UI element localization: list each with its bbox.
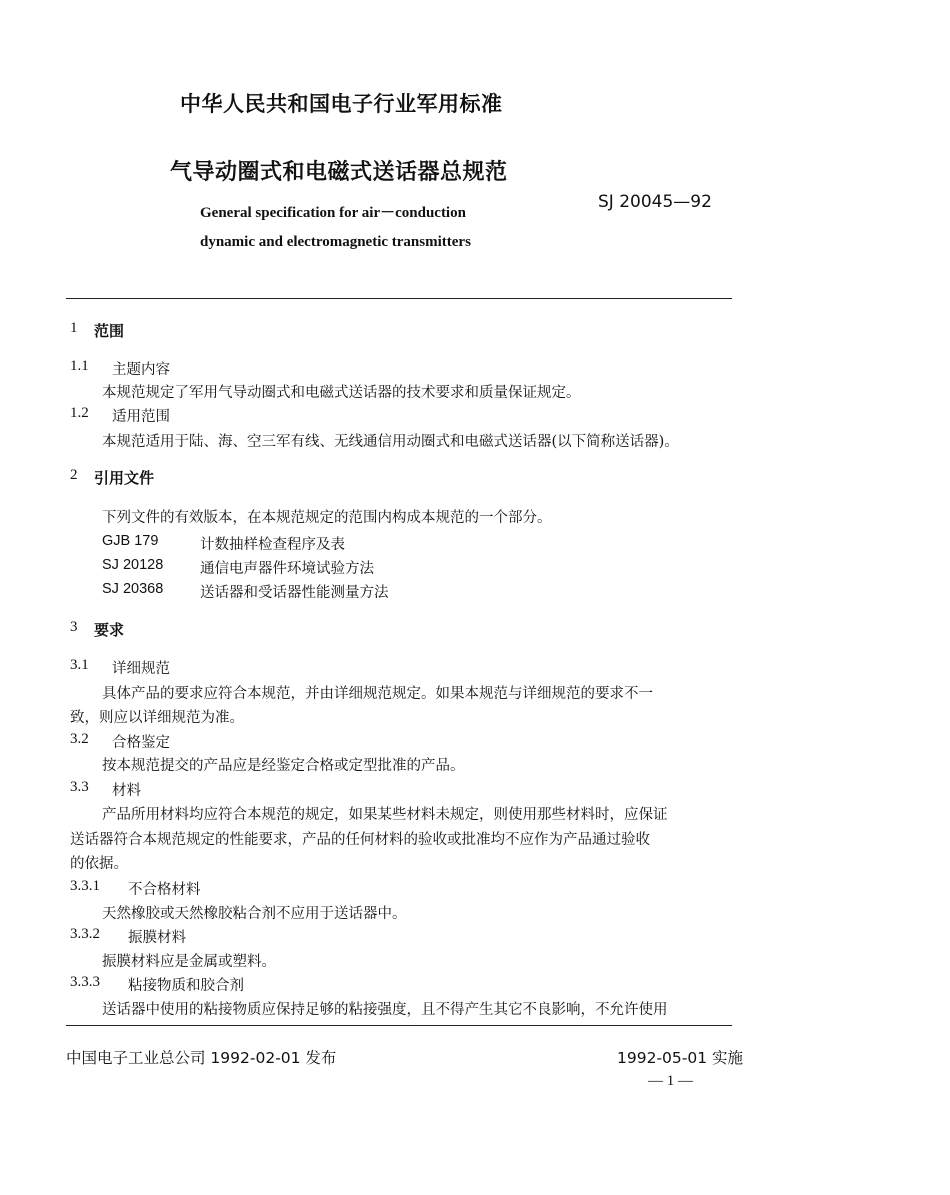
section-3-1-text-line1: 具体产品的要求应符合本规范，并由详细规范规定。如果本规范与详细规范的要求不一 xyxy=(102,686,653,702)
section-1-1-heading: 主题内容 xyxy=(112,362,170,378)
section-1-1-number: 1.1 xyxy=(70,358,89,374)
document-title-cn: 气导动圈式和电磁式送话器总规范 xyxy=(170,160,508,185)
reference-title: 送话器和受话器性能测量方法 xyxy=(200,585,389,601)
section-3-3-1-text: 天然橡胶或天然橡胶粘合剂不应用于送话器中。 xyxy=(102,906,407,922)
section-3-1-heading: 详细规范 xyxy=(112,661,170,677)
section-2-intro: 下列文件的有效版本，在本规范规定的范围内构成本规范的一个部分。 xyxy=(102,510,552,526)
section-1-2-text: 本规范适用于陆、海、空三军有线、无线通信用动圈式和电磁式送话器(以下简称送话器)。 xyxy=(102,434,679,450)
page-number: — 1 — xyxy=(648,1073,693,1089)
section-3-3-text-line3: 的依据。 xyxy=(70,856,128,872)
section-3-2-number: 3.2 xyxy=(70,731,89,747)
section-3-3-2-text: 振膜材料应是金属或塑料。 xyxy=(102,954,276,970)
section-1-heading: 范围 xyxy=(94,322,125,340)
section-3-3-3-heading: 粘接物质和胶合剂 xyxy=(128,978,244,994)
section-1-1-text: 本规范规定了军用气导动圈式和电磁式送话器的技术要求和质量保证规定。 xyxy=(102,385,581,401)
section-2-number: 2 xyxy=(70,467,78,483)
standard-number: SJ 20045—92 xyxy=(598,192,712,212)
document-title-en-line1: General specification for air－conduction xyxy=(200,205,466,221)
section-3-3-2-heading: 振膜材料 xyxy=(128,930,186,946)
header-divider xyxy=(66,298,732,299)
reference-title: 计数抽样检查程序及表 xyxy=(200,537,345,553)
reference-title: 通信电声器件环境试验方法 xyxy=(200,561,374,577)
effective-date: 1992-05-01 实施 xyxy=(617,1049,744,1067)
section-1-2-heading: 适用范围 xyxy=(112,409,170,425)
section-3-3-1-heading: 不合格材料 xyxy=(128,882,201,898)
section-1-number: 1 xyxy=(70,320,78,336)
document-title-en-line2: dynamic and electromagnetic transmitters xyxy=(200,234,471,250)
section-1-2-number: 1.2 xyxy=(70,405,89,421)
section-3-3-text-line2: 送话器符合本规范规定的性能要求，产品的任何材料的验收或批准均不应作为产品通过验收 xyxy=(70,832,650,848)
section-3-3-1-number: 3.3.1 xyxy=(70,878,100,894)
section-3-2-heading: 合格鉴定 xyxy=(112,735,170,751)
footer-divider xyxy=(66,1025,732,1026)
reference-code: SJ 20368 xyxy=(102,581,164,597)
section-3-3-3-text: 送话器中使用的粘接物质应保持足够的粘接强度，且不得产生其它不良影响，不允许使用 xyxy=(102,1002,668,1018)
section-3-3-text-line1: 产品所用材料均应符合本规范的规定，如果某些材料未规定，则使用那些材料时，应保证 xyxy=(102,807,668,823)
section-3-number: 3 xyxy=(70,619,78,635)
section-3-1-number: 3.1 xyxy=(70,657,89,673)
section-3-3-heading: 材料 xyxy=(112,783,141,799)
section-3-3-3-number: 3.3.3 xyxy=(70,974,100,990)
reference-code: GJB 179 xyxy=(102,533,159,549)
standard-category-title: 中华人民共和国电子行业军用标准 xyxy=(180,92,503,116)
section-3-2-text: 按本规范提交的产品应是经鉴定合格或定型批准的产品。 xyxy=(102,758,465,774)
section-2-heading: 引用文件 xyxy=(94,469,155,487)
section-3-3-number: 3.3 xyxy=(70,779,89,795)
reference-code: SJ 20128 xyxy=(102,557,164,573)
section-3-1-text-line2: 致，则应以详细规范为准。 xyxy=(70,710,244,726)
section-3-3-2-number: 3.3.2 xyxy=(70,926,100,942)
section-3-heading: 要求 xyxy=(94,621,125,639)
issued-by: 中国电子工业总公司 1992-02-01 发布 xyxy=(66,1049,337,1067)
